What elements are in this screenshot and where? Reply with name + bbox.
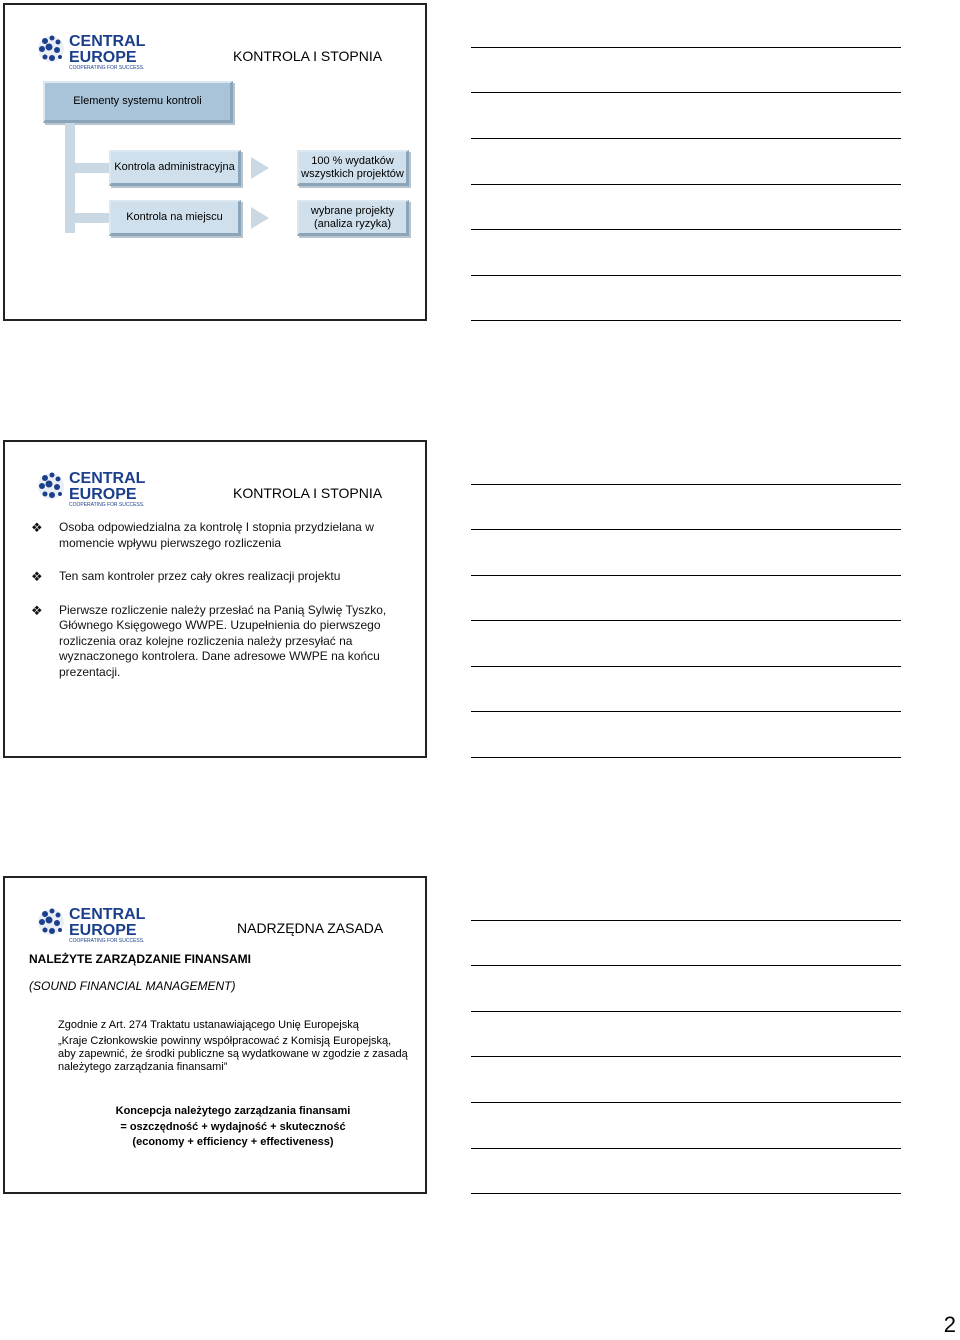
all-expenses-box xyxy=(297,150,409,186)
bullet-text: Osoba odpowiedzialna za kontrolę I stopnia przydzielana w momencie wpływu pierwszego rozliczenia xyxy=(59,520,374,550)
all-expenses-label xyxy=(301,155,404,181)
arrow-right-icon xyxy=(251,157,269,179)
arrow-right-icon xyxy=(251,207,269,229)
bullet-item xyxy=(31,603,401,681)
svg-text:EUROPE: EUROPE xyxy=(69,486,137,503)
svg-text:CENTRAL: CENTRAL xyxy=(69,906,146,923)
section-heading: NALEŻYTE ZARZĄDZANIE FINANSAMI xyxy=(29,952,251,966)
svg-text:EUROPE: EUROPE xyxy=(69,922,137,939)
all-expenses-line1: 100 % wydatków xyxy=(311,154,394,167)
notes-line xyxy=(471,620,901,621)
connector-horizontal-2 xyxy=(65,213,109,223)
concept-line-3: (economy + efficiency + effectiveness) xyxy=(132,1136,334,1148)
notes-line xyxy=(471,1102,901,1103)
notes-line xyxy=(471,757,901,758)
svg-text:CENTRAL: CENTRAL xyxy=(69,33,146,50)
central-europe-logo xyxy=(35,464,155,508)
notes-line xyxy=(471,666,901,667)
concept-box xyxy=(75,1104,391,1151)
selected-projects-box xyxy=(297,200,409,236)
notes-line xyxy=(471,184,901,185)
bullet-list xyxy=(31,520,401,698)
treaty-quote: „Kraje Członkowskie powinny współpracować z Komisją Europejską, aby zapewnić, że środki publiczne są wydatkowane w zgodzie z zasadą należytego zarządzania finansami” xyxy=(58,1035,408,1073)
central-europe-logo xyxy=(35,900,155,944)
notes-line xyxy=(471,1056,901,1057)
section-subheading: (SOUND FINANCIAL MANAGEMENT) xyxy=(29,979,236,993)
svg-text:COOPERATING FOR SUCCESS.: COOPERATING FOR SUCCESS. xyxy=(69,938,145,944)
admin-control-label: Kontrola administracyjna xyxy=(114,161,235,173)
bullet-text: Pierwsze rozliczenie należy przesłać na Panią Sylwię Tyszko, Głównego Księgowego WWPE. Uzupełnienia do pierwszego rozliczenia oraz kolejne rozliczenia należy przesyłać na wyznaczonego kontrolera. Dane adresowe WWPE na końcu prezentacji. xyxy=(59,602,387,679)
bullet-item xyxy=(31,569,401,585)
bullet-item xyxy=(31,520,401,551)
svg-text:EUROPE: EUROPE xyxy=(69,49,137,66)
notes-line xyxy=(471,1193,901,1194)
diamond-bullet-icon: ❖ xyxy=(31,569,43,584)
notes-line xyxy=(471,47,901,48)
slide-3 xyxy=(3,876,427,1194)
onsite-control-label: Kontrola na miejscu xyxy=(126,211,223,223)
svg-text:CENTRAL: CENTRAL xyxy=(69,470,146,487)
notes-line xyxy=(471,529,901,530)
selected-projects-line1: wybrane projekty xyxy=(310,204,395,217)
concept-line-1: Koncepcja należytego zarządzania finansami xyxy=(115,1105,351,1117)
root-label: Elementy systemu kontroli xyxy=(73,95,202,107)
notes-line xyxy=(471,138,901,139)
notes-line xyxy=(471,484,901,485)
notes-line xyxy=(471,711,901,712)
connector-horizontal-1 xyxy=(65,163,109,173)
page-number: 2 xyxy=(943,1312,956,1337)
notes-line xyxy=(471,965,901,966)
notes-line xyxy=(471,1148,901,1149)
svg-text:COOPERATING FOR SUCCESS.: COOPERATING FOR SUCCESS. xyxy=(69,502,145,508)
admin-control-box xyxy=(109,150,241,186)
notes-line xyxy=(471,1011,901,1012)
selected-projects-line2: (analiza ryzyka) xyxy=(313,217,392,230)
slide-2 xyxy=(3,440,427,758)
control-system-root-box xyxy=(43,81,233,123)
bullet-text: Ten sam kontroler przez cały okres realizacji projektu xyxy=(59,569,341,583)
slide-title: NADRZĘDNA ZASADA xyxy=(237,920,384,936)
notes-line xyxy=(471,575,901,576)
slide-1 xyxy=(3,3,427,321)
slide-title: KONTROLA I STOPNIA xyxy=(233,485,383,501)
onsite-control-box xyxy=(109,200,241,236)
slide-title: KONTROLA I STOPNIA xyxy=(233,48,383,64)
concept-line-2: = oszczędność + wydajność + skuteczność xyxy=(120,1120,346,1133)
notes-line xyxy=(471,275,901,276)
notes-line xyxy=(471,92,901,93)
diamond-bullet-icon: ❖ xyxy=(31,520,43,535)
diamond-bullet-icon: ❖ xyxy=(31,602,43,618)
all-expenses-line2: wszystkich projektów xyxy=(301,167,404,180)
central-europe-logo xyxy=(35,27,155,71)
notes-line xyxy=(471,229,901,230)
treaty-reference: Zgodnie z Art. 274 Traktatu ustanawiającego Unię Europejską xyxy=(58,1019,359,1031)
notes-line xyxy=(471,920,901,921)
notes-line xyxy=(471,320,901,321)
selected-projects-label xyxy=(311,205,394,231)
svg-text:COOPERATING FOR SUCCESS.: COOPERATING FOR SUCCESS. xyxy=(69,65,145,71)
